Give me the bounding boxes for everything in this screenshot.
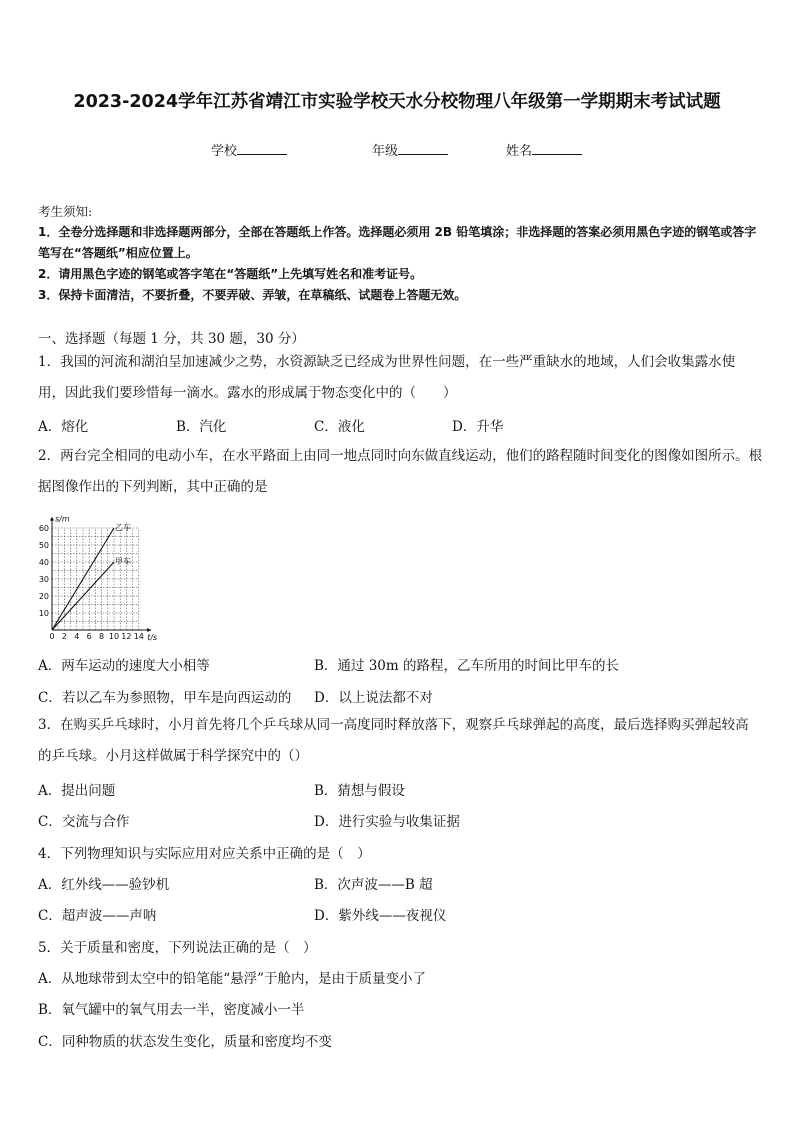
q1-option-c[interactable]: C．液化 xyxy=(314,419,365,435)
q2-option-d[interactable]: D．以上说法都不对 xyxy=(314,690,433,706)
q5-option-b[interactable]: B．氧气罐中的氧气用去一半，密度减小一半 xyxy=(38,1002,305,1018)
distance-time-chart xyxy=(34,504,164,644)
y-tick-label: 60 xyxy=(38,524,49,533)
notice-item-2: 2．请用黑色字迹的钢笔或答字笔在“答题纸”上先填写姓名和准考证号。 xyxy=(38,267,423,281)
y-tick-label: 30 xyxy=(38,575,49,584)
x-tick-label: 2 xyxy=(61,632,67,641)
question-2-text: 2．两台完全相同的电动小车，在水平路面上由同一地点同时向东做直线运动，他们的路程随时间变化的图像如图所示。根据图像作出的下列判断，其中正确的是 xyxy=(38,448,763,495)
question-5-text: 5．关于质量和密度，下列说法正确的是（ ） xyxy=(38,940,317,956)
q5-option-a[interactable]: A．从地球带到太空中的铅笔能“悬浮”于舱内，是由于质量变小了 xyxy=(38,971,427,987)
q1-option-d[interactable]: D．升华 xyxy=(452,419,504,435)
x-tick-label: 8 xyxy=(99,632,105,641)
x-tick-label: 14 xyxy=(133,632,144,641)
q2-option-a[interactable]: A．两车运动的速度大小相等 xyxy=(38,658,210,674)
name-label: 姓名 xyxy=(506,144,533,159)
x-axis-label: t/s xyxy=(147,633,158,642)
q3-option-c[interactable]: C．交流与合作 xyxy=(38,814,130,830)
q1-option-b[interactable]: B．汽化 xyxy=(176,419,227,435)
y-axis-arrow xyxy=(50,517,54,521)
q3-option-d[interactable]: D．进行实验与收集证据 xyxy=(314,814,460,830)
q2-option-b[interactable]: B．通过 30m 的路程，乙车所用的时间比甲车的长 xyxy=(314,658,619,674)
y-tick-label: 10 xyxy=(38,609,49,618)
q4-option-b[interactable]: B．次声波——B 超 xyxy=(314,877,433,893)
x-axis-arrow xyxy=(147,628,151,632)
question-4-text: 4．下列物理知识与实际应用对应关系中正确的是（ ） xyxy=(38,846,371,862)
series-label: 甲车 xyxy=(115,557,131,566)
q5-option-c[interactable]: C．同种物质的状态发生变化，质量和密度均不变 xyxy=(38,1034,332,1050)
y-tick-label: 20 xyxy=(38,592,49,601)
school-label: 学校 xyxy=(211,144,238,159)
q4-option-a[interactable]: A．红外线——验钞机 xyxy=(38,877,170,893)
y-tick-label: 40 xyxy=(38,558,49,567)
q1-option-a[interactable]: A．熔化 xyxy=(38,419,89,435)
school-field[interactable] xyxy=(211,140,287,159)
x-tick-label: 10 xyxy=(108,632,120,641)
x-tick-label: 6 xyxy=(86,632,92,641)
q4-option-d[interactable]: D．紫外线——夜视仪 xyxy=(314,908,447,924)
grade-label: 年级 xyxy=(372,144,399,159)
q3-option-b[interactable]: B．猜想与假设 xyxy=(314,783,405,799)
q2-option-c[interactable]: C．若以乙车为参照物，甲车是向西运动的 xyxy=(38,690,292,706)
section-heading: 一、选择题（每题 1 分，共 30 题，30 分） xyxy=(38,331,305,347)
series-label: 乙车 xyxy=(115,523,131,532)
y-axis-label: s/m xyxy=(55,514,70,524)
x-tick-label: 4 xyxy=(74,632,80,641)
exam-title: 2023-2024学年江苏省靖江市实验学校天水分校物理八年级第一学期期末考试试题 xyxy=(73,92,721,112)
q3-option-a[interactable]: A．提出问题 xyxy=(38,783,116,799)
question-3-text: 3．在购买乒乓球时，小月首先将几个乒乓球从同一高度同时释放落下，观察乒乓球弹起的高度，最后选择购买弹起较高的乒乓球。小月这样做属于科学探究中的（） xyxy=(38,717,749,764)
notice-item-3: 3．保持卡面清洁，不要折叠，不要弄破、弄皱，在草稿纸、试题卷上答题无效。 xyxy=(38,288,467,302)
x-tick-label: 12 xyxy=(121,632,132,641)
name-field[interactable] xyxy=(506,140,582,159)
grade-field[interactable] xyxy=(372,140,448,159)
q4-option-c[interactable]: C．超声波——声呐 xyxy=(38,908,157,924)
notice-heading: 考生须知: xyxy=(38,204,93,219)
question-1-text: 1．我国的河流和湖泊呈加速减少之势，水资源缺乏已经成为世界性问题，在一些严重缺水的地域，人们会收集露水使用，因此我们要珍惜每一滴水。露水的形成属于物态变化中的（ ） xyxy=(38,354,736,401)
y-tick-label: 50 xyxy=(38,541,49,550)
x-tick-label: 0 xyxy=(49,632,55,641)
notice-block xyxy=(38,201,760,306)
notice-item-1: 1．全卷分选择题和非选择题两部分，全部在答题纸上作答。选择题必须用 2B 铅笔填涂；非选择题的答案必须用黑色字迹的钢笔或答字笔写在“答题纸”相应位置上。 xyxy=(38,225,757,260)
